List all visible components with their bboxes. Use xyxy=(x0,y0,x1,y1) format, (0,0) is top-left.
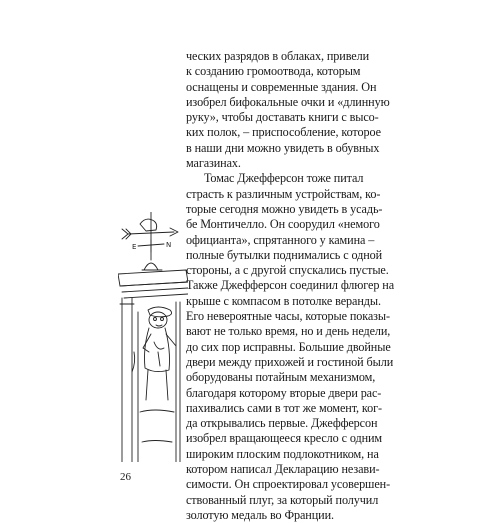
text-line: изобрел вращающееся кресло с одним xyxy=(186,431,383,446)
text-line: ческих разрядов в облаках, привели xyxy=(186,49,370,63)
weathervane-icon xyxy=(122,212,178,270)
house-weathervane-illustration xyxy=(118,212,188,462)
roof-outline xyxy=(118,270,188,298)
text-line: котором написал Декларацию незави- xyxy=(186,462,380,477)
text-line: вают не только время, но и день недели, xyxy=(186,324,391,339)
text-line: стороны, а с другой спускались пустые. xyxy=(186,263,389,278)
text-line: до сих пор исправны. Большие двойные xyxy=(186,339,391,354)
text-line: к созданию громоотвода, которым xyxy=(186,64,361,79)
text-line: симости. Он спроектировал усовершен- xyxy=(186,477,391,492)
text-line: оборудованы потайным механизмом, xyxy=(186,370,376,385)
text-line: страсть к различным устройствам, ко- xyxy=(186,186,381,201)
text-line: Томас Джефферсон тоже питал xyxy=(204,171,364,186)
weathervane-letter-n: N xyxy=(166,241,172,249)
door-outline xyxy=(132,302,180,462)
text-line: официанта», спрятанного у камина – xyxy=(186,232,375,247)
weathervane-letter-e: E xyxy=(132,243,137,251)
text-line: Его невероятные часы, которые показы- xyxy=(186,309,390,324)
text-line: торые сегодня можно увидеть в усадь- xyxy=(186,201,383,216)
text-line: широким плоским подлокотником, на xyxy=(186,446,379,461)
column-outline xyxy=(120,298,134,462)
text-line: двери между прихожей и гостиной были xyxy=(186,354,394,369)
text-line: в наши дни можно увидеть в обувных xyxy=(186,140,380,155)
figure-sketch xyxy=(143,307,176,400)
text-line: ких полок, – приспособление, которое xyxy=(186,125,381,140)
text-line: полные бутылки поднимались с одной xyxy=(186,247,383,262)
text-line: золотую медаль во Франции. xyxy=(186,507,334,522)
text-line: благодаря которому вторые двери рас- xyxy=(186,385,382,400)
text-line: да открывались первые. Джефферсон xyxy=(186,416,378,431)
text-line: руку», чтобы доставать книги с высо- xyxy=(186,110,379,125)
text-line: изобрел бифокальные очки и «длинную xyxy=(186,94,390,109)
text-line: оснащены и современные здания. Он xyxy=(186,79,377,94)
text-line: Также Джефферсон соединил флюгер на xyxy=(186,278,395,293)
text-line: ствованный плуг, за который получил xyxy=(186,492,379,507)
text-line: крыше с компасом в потолке веранды. xyxy=(186,293,381,308)
page-number: 26 xyxy=(120,471,131,483)
text-line: пахивались сами в тот же момент, ког- xyxy=(186,400,382,415)
text-line: бе Монтичелло. Он соорудил «немого xyxy=(186,217,380,232)
body-text xyxy=(186,49,395,523)
text-line: магазинах. xyxy=(186,156,241,171)
